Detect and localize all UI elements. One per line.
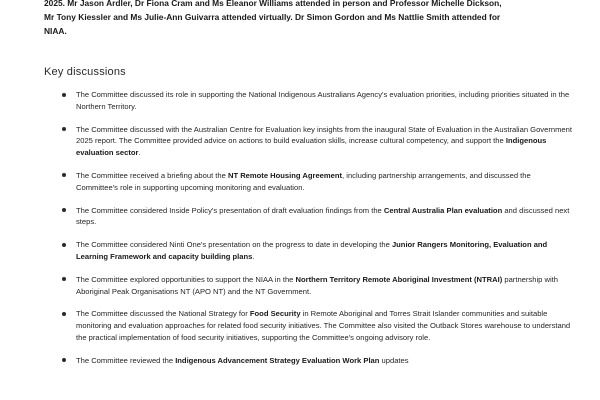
- item-text: The Committee considered Ninti One's presentation on the progress to date in developing the: [76, 240, 392, 250]
- item-text-end: in Remote Aboriginal and Torres Strait Islander communities and suitable monitoring and evaluation approaches for related food security initiatives. The Committee also visited the Outback Stores warehouse to understand the practical implementation of food security initiatives, supporting the Committee's ongoing advisory role.: [76, 309, 571, 342]
- item-bold-text: NT Remote Housing Agreement: [227, 170, 343, 180]
- item-text-end: updates: [379, 355, 409, 365]
- discussion-item: [44, 239, 574, 263]
- attendance-line-1: 2025. Mr Jason Ardler, Dr Fiona Cram and Ms Eleanor Williams attended in person and Professor Michelle Dickson,: [44, 0, 502, 8]
- bullet-icon: [62, 312, 66, 316]
- bullet-icon: [62, 277, 66, 281]
- item-bold-text: Northern Territory Remote Aboriginal Investment (NTRAI): [295, 274, 503, 284]
- discussion-item: [44, 205, 574, 229]
- item-text: The Committee discussed with the Australian Centre for Evaluation key insights from the inaugural State of Evaluation in the Australian Government 2025 report. The Committee provided advice on actions to build evaluation skills, increase cultural competency, and support the: [76, 124, 572, 146]
- item-text-end: .: [138, 148, 141, 158]
- item-text: The Committee explored opportunities to support the NIAA in the: [76, 274, 296, 284]
- bullet-icon: [62, 93, 66, 97]
- item-text: The Committee discussed the National Strategy for: [76, 309, 250, 319]
- item-bold-text: Junior Rangers Monitoring, Evaluation and Learning Framework and capacity building plans: [76, 240, 548, 261]
- discussion-item: [44, 170, 574, 194]
- item-text: The Committee discussed its role in supporting the National Indigenous Australians Agency's evaluation priorities, including priorities situated in the Northern Territory.: [76, 90, 570, 111]
- bullet-icon: [62, 208, 66, 212]
- discussion-item: [44, 308, 574, 343]
- bullet-icon: [62, 243, 66, 247]
- item-bold-text: Indigenous Advancement Strategy Evaluation Work Plan: [175, 355, 380, 365]
- discussion-item: [44, 89, 574, 113]
- attendance-paragraph: [44, 0, 584, 38]
- item-text-end: , including partnership arrangements, and discussed the Committee's role in supporting upcoming monitoring and evaluation.: [76, 170, 531, 192]
- item-text: The Committee reviewed the: [76, 355, 176, 365]
- attendance-line-2: Mr Tony Kiessler and Ms Julie-Ann Guivarra attended virtually. Dr Simon Gordon and Ms Nattlie Smith attended for: [44, 12, 501, 22]
- key-discussions-heading: Key discussions: [44, 66, 126, 78]
- item-bold-text: Food Security: [249, 309, 301, 319]
- bullet-icon: [62, 173, 66, 177]
- item-text: The Committee received a briefing about the: [76, 170, 228, 180]
- item-text-end: and discussed next steps.: [76, 205, 570, 227]
- discussion-item: [44, 274, 574, 298]
- item-bold-text: Central Australia Plan evaluation: [383, 205, 503, 215]
- item-text: The Committee considered Inside Policy's presentation of draft evaluation findings from the: [76, 205, 384, 215]
- attendance-line-3: NIAA.: [44, 26, 67, 36]
- bullet-icon: [62, 358, 66, 362]
- discussion-item: [44, 124, 574, 159]
- bullet-icon: [62, 127, 66, 131]
- item-text-end: .: [252, 251, 255, 261]
- discussion-item: [44, 355, 574, 367]
- item-text-end: partnership with Aboriginal Peak Organisations NT (APO NT) and the NT Government.: [76, 274, 558, 296]
- item-bold-text: Indigenous evaluation sector: [76, 136, 547, 158]
- discussion-list: [44, 89, 574, 378]
